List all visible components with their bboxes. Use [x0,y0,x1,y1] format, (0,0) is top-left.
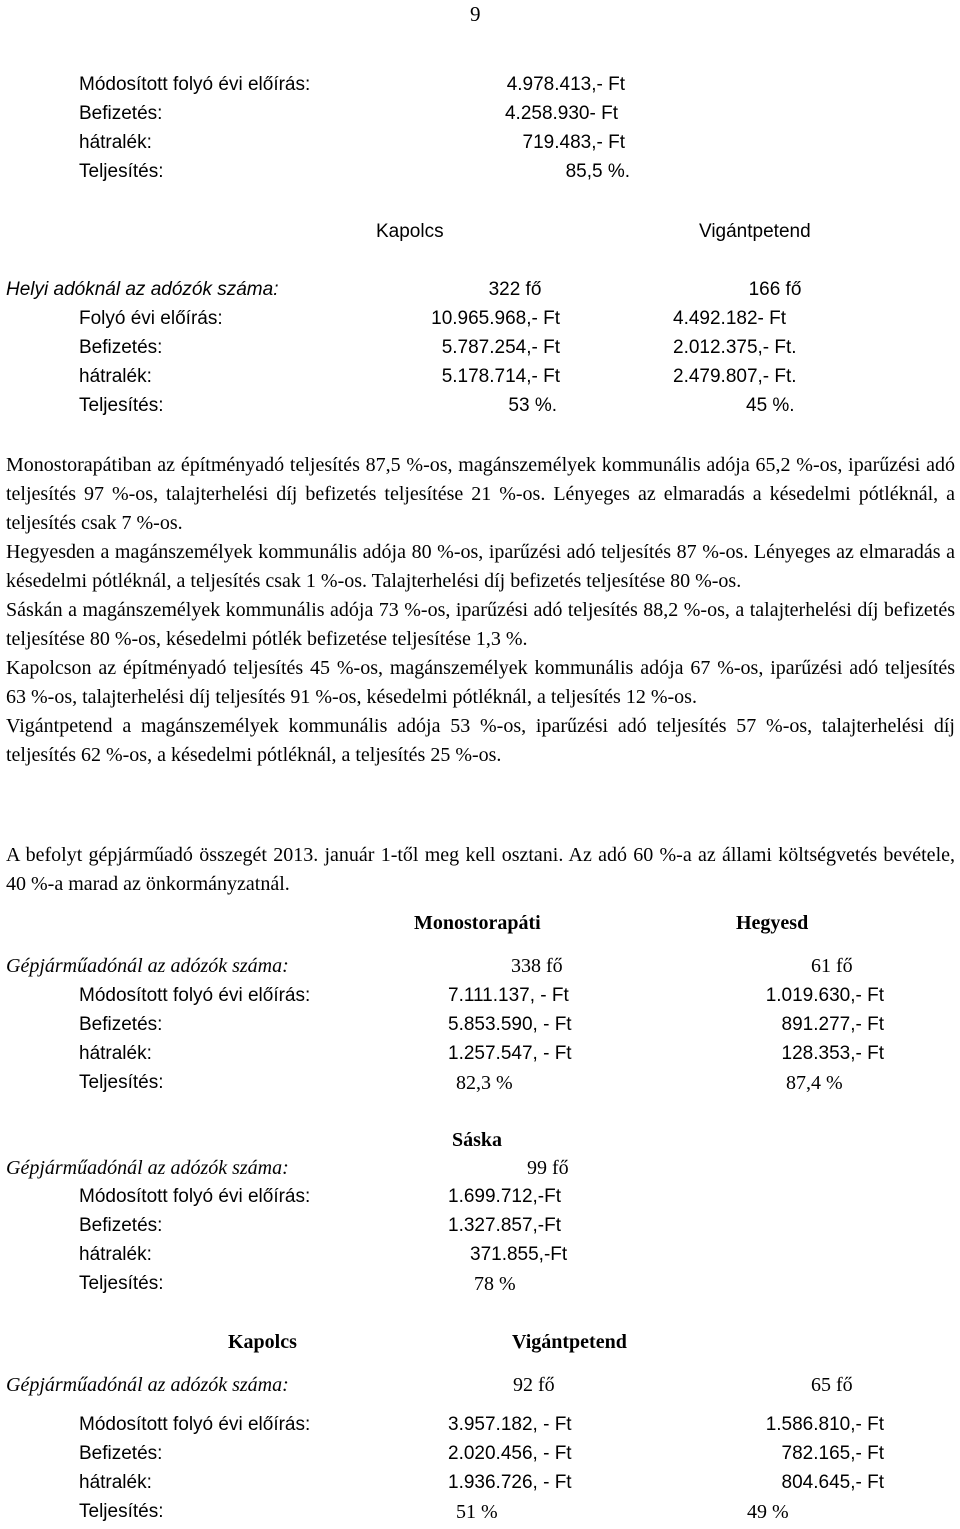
row-label: Befizetés: [79,1014,163,1035]
cell-value: 61 fő [811,955,853,977]
row-label: Teljesítés: [79,1273,164,1294]
summary-label: Teljesítés: [79,161,164,182]
cell-value: 10.965.968,- Ft [431,308,560,329]
paragraph-kapolcs: Kapolcson az építményadó teljesítés 45 %-os, magánszemélyek kommunális adója 67 %-os, iparűzési adó teljesítés 63 %-os, talajterhelési díj teljesítés 91 %-os, késedelmi pótléknál, a teljesítés 12 %-os. [6,657,955,708]
row-label: Módosított folyó évi előírás: [79,985,311,1006]
cell-value: 1.327.857,-Ft [448,1215,562,1236]
cell-value: 5.787.254,- Ft [441,337,560,358]
column-header-saska: Sáska [452,1129,503,1151]
row-label: Teljesítés: [79,395,164,416]
cell-value: 3.957.182, - Ft [448,1414,572,1435]
column-header-monostorapati: Monostorapáti [414,912,541,934]
cell-value: 166 fő [748,279,802,300]
row-label: Folyó évi előírás: [79,308,223,329]
cell-value: 5.178.714,- Ft [441,366,560,387]
summary-value: 719.483,- Ft [522,132,625,153]
row-label: Módosított folyó évi előírás: [79,1186,311,1207]
cell-value: 51 % [456,1501,498,1523]
row-label: hátralék: [79,366,152,387]
cell-value: 2.012.375,- Ft. [673,337,797,358]
cell-value: 82,3 % [456,1072,513,1094]
row-label: Befizetés: [79,1443,163,1464]
cell-value: 2.020.456, - Ft [448,1443,572,1464]
column-header-kapolcs: Kapolcs [376,221,444,242]
cell-value: 1.019.630,- Ft [765,985,884,1006]
cell-value: 1.257.547, - Ft [448,1043,572,1064]
paragraph-vehicle-tax: A befolyt gépjárműadó összegét 2013. január 1-től meg kell osztani. Az adó 60 %-a az állami költségvetés bevétele, 40 %-a marad az önkormányzatnál. [6,844,955,895]
cell-value: 53 %. [508,395,557,416]
paragraph-vigantpetend: Vigántpetend a magánszemélyek kommunális adója 53 %-os, iparűzési adó teljesítés 57 %-os, talajterhelési díj teljesítés 62 %-os, a késedelmi pótléknál, a teljesítés 25 %-os. [6,715,955,766]
cell-value: 1.936.726, - Ft [448,1472,572,1493]
cell-value: 322 fő [488,279,542,300]
summary-label: hátralék: [79,132,152,153]
row-label: Gépjárműadónál az adózók száma: [6,1374,289,1396]
column-header-vigantpetend: Vigántpetend [699,221,811,242]
cell-value: 782.165,- Ft [781,1443,884,1464]
row-label: Teljesítés: [79,1501,164,1522]
summary-value: 4.978.413,- Ft [506,74,625,95]
cell-value: 65 fő [811,1374,853,1396]
cell-value: 1.699.712,-Ft [448,1186,562,1207]
column-header-hegyesd: Hegyesd [736,912,809,934]
vehicle-tax-paragraph [6,841,955,899]
summary-label: Módosított folyó évi előírás: [79,74,311,95]
cell-value: 49 % [747,1501,789,1523]
row-label: Gépjárműadónál az adózók száma: [6,955,289,977]
summary-value: 4.258.930- Ft [504,103,618,124]
cell-value: 4.492.182- Ft [673,308,787,329]
cell-value: 99 fő [527,1157,569,1179]
cell-value: 5.853.590, - Ft [448,1014,572,1035]
cell-value: 2.479.807,- Ft. [673,366,797,387]
cell-value: 338 fő [511,955,563,977]
row-label: hátralék: [79,1043,152,1064]
row-label: hátralék: [79,1244,152,1265]
narrative-text [6,451,955,770]
cell-value: 7.111.137, - Ft [448,985,569,1006]
row-label: hátralék: [79,1472,152,1493]
cell-value: 371.855,-Ft [470,1244,568,1265]
cell-value: 78 % [474,1273,516,1295]
row-label: Befizetés: [79,337,163,358]
row-label: Helyi adóknál az adózók száma: [6,279,279,300]
row-label: Gépjárműadónál az adózók száma: [6,1157,289,1179]
column-header-vigantpetend: Vigántpetend [512,1331,627,1353]
cell-value: 92 fő [513,1374,555,1396]
row-label: Befizetés: [79,1215,163,1236]
cell-value: 891.277,- Ft [781,1014,884,1035]
cell-value: 45 %. [746,395,795,416]
paragraph-monostorapati: Monostorapátiban az építményadó teljesítés 87,5 %-os, magánszemélyek kommunális adója 65,2 %-os, iparűzési adó teljesítés 97 %-os, talajterhelési díj befizetés teljesítése 21 %-os. Lényeges az elmaradás a késedelmi pótléknál, a teljesítés csak 7 %-os. [6,454,955,534]
cell-value: 128.353,- Ft [781,1043,884,1064]
cell-value: 804.645,- Ft [781,1472,884,1493]
paragraph-hegyesd: Hegyesden a magánszemélyek kommunális adója 80 %-os, iparűzési adó teljesítés 87 %-os. Lényeges az elmaradás a késedelmi pótléknál, a teljesítés csak 1 %-os. Talajterhelési díj befizetés teljesítése 80 %-os. [6,541,955,592]
row-label: Teljesítés: [79,1072,164,1093]
paragraph-saska: Sáskán a magánszemélyek kommunális adója 73 %-os, iparűzési adó teljesítés 88,2 %-os, a talajterhelési díj befizetés teljesítése 80 %-os, késedelmi pótlék befizetése teljesítése 1,3 %. [6,599,955,650]
cell-value: 1.586.810,- Ft [765,1414,884,1435]
column-header-kapolcs: Kapolcs [228,1331,297,1353]
summary-label: Befizetés: [79,103,163,124]
cell-value: 87,4 % [786,1072,843,1094]
row-label: Módosított folyó évi előírás: [79,1414,311,1435]
summary-value: 85,5 %. [565,161,630,182]
page-number: 9 [470,2,481,26]
